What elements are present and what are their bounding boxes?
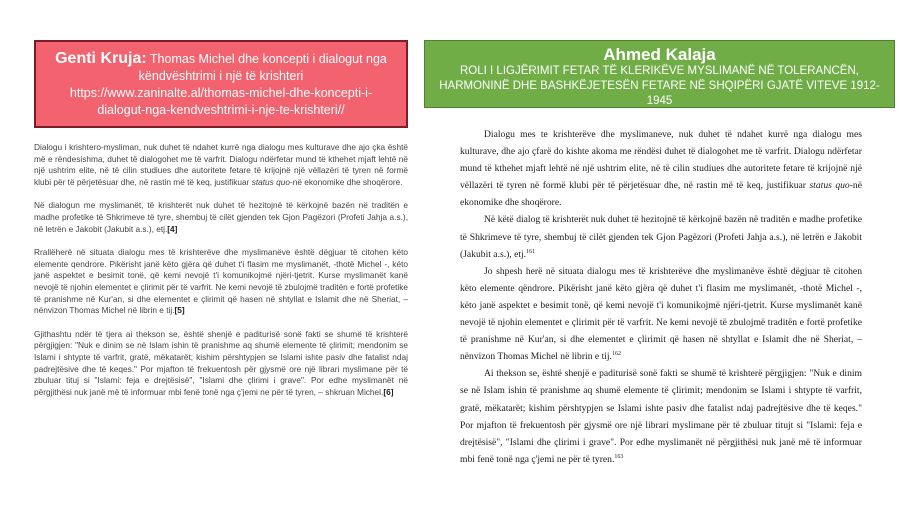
right-article [460,126,862,468]
right-source-header [424,40,895,108]
left-paragraph-1 [34,142,408,188]
footnote-161: 161 [526,248,536,255]
left-paragraph-4 [34,329,408,399]
left-p2-text: Në dialogun me myslimanët, të krishterët nuk duhet të hezitojnë të kërkojnë bazën në traditën e madhe profetike të Shkrimeve të tyre, shembuj të cilët gjenden tek Gjon Pagëzori (Profeti Jahja a.s.), në letrën e Jakobit (Jakubit a.s.), etj. [34,200,408,234]
right-paragraph-2 [460,211,862,262]
left-author: Genti Kruja: [55,50,147,67]
right-paragraph-3 [460,263,862,366]
right-p1-italic: status quo [809,180,850,192]
left-p1-end: -në ekonomike dhe shoqërore. [289,176,403,187]
left-source-url-1[interactable]: https://www.zaninalte.al/thomas-michel-dhe-koncepti-i- [69,86,373,100]
left-p4-text: Gjithashtu ndër të tjera ai thekson se, është shenjë e paditurisë sonë fakti se shumë të krishterë përgjigjen: "Nuk e dinim se në Islam ishin të pranishme aq shumë elemente të çlirimit; mendonim se Islami i shtypte të varfrit, gratë, mëkatarët; kishim përshtypjen se Islami ishte pasiv dhe fatalist ndaj padrejtësive dhe të keqes." Por mjafton të frekuentosh për gjysmë ore një librari myslimane për të zbuluar tituj si "Islami: feja e drejtësisë", "Islami dhe çlirimi i grave". Por edhe myslimanët në përgjithësi nuk janë më të informuar mbi fenë tonë nga ç'jemi ne për të tyren, – shkruan Michel. [34,328,408,397]
left-paragraph-3 [34,247,408,317]
left-source-url-2[interactable]: dialogut-nga-kendveshtrimi-i-nje-te-krishteri// [97,103,345,117]
footnote-link-6[interactable]: [6] [383,386,394,397]
left-header-line-1 [44,50,398,68]
right-p1-end: -në ekonomike dhe shoqërore. [460,180,862,209]
right-title-line-1: ROLI I LIGJËRIMIT FETAR TË KLERIKËVE MYSLIMANË NË TOLERANCËN, [460,65,859,77]
right-paragraph-1 [460,126,862,211]
left-p1-text: Dialogu i krishtero-mysliman, nuk duhet të ndahet kurrë nga dialogu mes kulturave dhe ajo çka është më e rëndesishma, duhet të dialogohet me të varfrit. Dialogu ndërfetar mund të kthehet mjaft lehtë në një ushtrim elite, në të cilin studiues dhe autoritete fetare të krijojnë një vëllazëri të tyren në formë klubi për të përjetësuar dhe, në rastin më të keq, justifikuar [34,142,408,187]
footnote-link-5[interactable]: [5] [174,305,185,316]
left-paragraph-2 [34,200,408,235]
left-article [34,142,408,410]
left-p1-italic: status quo [251,176,290,187]
left-title-part-1: Thomas Michel dhe koncepti i dialogut nga [149,52,387,66]
right-title-line-2: HARMONINË DHE BASHKËJETESËN FETARE NË SHQIPËRI GJATË VITEVE 1912-1945 [439,80,880,107]
footnote-162: 162 [611,351,621,358]
right-paragraph-4 [460,365,862,468]
right-author: Ahmed Kalaja [603,45,716,64]
right-p4-text: Ai thekson se, është shenjë e paditurisë sonë fakti se shumë të krishterë përgjigjen: "Nuk e dinim se në Islam ishin të pranishme aq shumë elemente të çlirimit; mendonim se Islami i shtypte të varfrit, gratë, mëkatarët; kishim përshtypjen se Islami ishte pasiv dhe fatalist ndaj padrejtësive dhe të keqes." Por mjafton të frekuentosh për gjysmë ore një librari myslimane për të zbuluar titujt si "Islami: feja e drejtësisë", "Islami dhe çlirimi i grave". Por edhe myslimanët në përgjithësi nuk janë më të informuar mbi fenë tonë nga ç'jemi ne për të tyren. [460,368,862,465]
footnote-163: 163 [614,453,624,460]
right-p3-text: Jo shpesh herë në situata dialogu mes të krishterëve dhe myslimanëve është dëgjuar të citohen këto elemente qëndrore. Pikërisht janë këto gjëra që duhet t'i flasim me myslimanët, -thotë Michel -, këto janë aspektet e besimit tonë, që kemi nevojë t'i komunikojmë njëri-tjetrit. Kurse myslimanët kanë nevojë të njohin elementet e çlirimit për të varfrit. Ne kemi nevojë të zbulojmë traditën e fortë profetike të pranishme në Kur'an, si dhe elementet e çlirimit që hasen në shtyllat e Islamit dhe në Sheriat, – nënvizon Thomas Michel në librin e tij. [460,265,862,363]
left-source-header [34,40,408,128]
left-title-part-2: këndvështrimi i një të krishteri [138,69,304,83]
right-p2-text: Në këtë dialog të krishterët nuk duhet të hezitojnë të kërkojnë bazën në traditën e madhe profetike të Shkrimeve të tyre, shembuj të cilët gjenden tek Gjon Pagëzori (Profeti Jahja a.s.), në letrën e Jakobit (Jakubit a.s.), etj. [460,214,862,260]
footnote-link-4[interactable]: [4] [167,223,178,234]
right-p1-text: Dialogu mes te krishterëve dhe myslimaneve, nuk duhet të ndahet kurrë nga dialogu mes kulturave, dhe ajo çfarë do kishte akoma me rëndësi duhet të dialogohet me të varfrit. Dialogu ndërfetar mund të kthehet mjaft lehtë në një ushtrim elite, në të cilin studiues dhe autoritete fetare të krijojnë një vëllazëri të tyren në formë klubi për të përjetësuar dhe, në rastin më të keq, justifikuar [460,129,862,192]
left-p3-text: Rrallëherë në situata dialogu mes të krishterëve dhe myslimanëve është dëgjuar të citohen këto elemente qendrore. Pikërisht janë këto gjëra që duhet t'i flasim me myslimanët, -thotë Michel -, këto janë aspektet e besimit tonë, që kemi nevojë t'i komunikojmë njëri-tjetrit. Kurse myslimanët kanë nevojë të njohin elementet e çlirimit për të varfrit. Ne kemi nevojë të zbulojmë traditën e fortë profetike të pranishme në Kur'an, si dhe elementet e çlirimit që hasen në shtyllat e Islamit dhe në Sheriat, – nënvizon Thomas Michel në librin e tij. [34,247,408,316]
